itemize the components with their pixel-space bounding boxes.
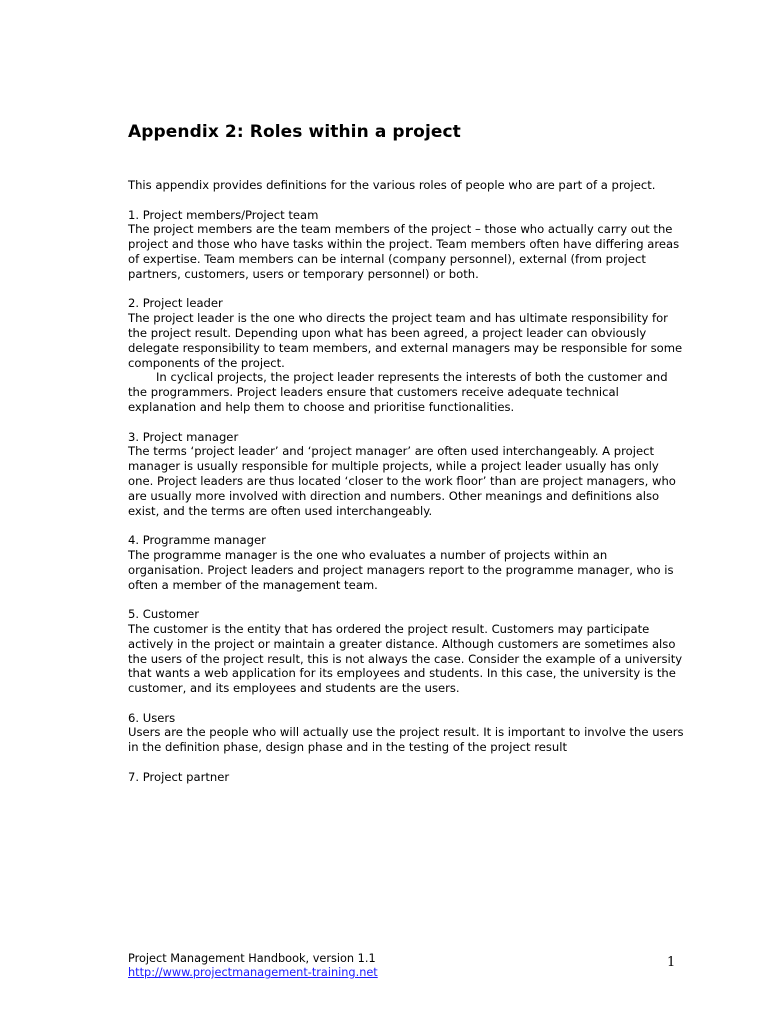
section-heading: 3. Project manager	[128, 429, 239, 444]
section-project-leader	[128, 296, 684, 414]
page-title: Appendix 2: Roles within a project	[128, 122, 461, 142]
section-heading: 6. Users	[128, 710, 176, 725]
section-paragraph: The project leader is the one who directs the project team and has ultimate responsibility for the project result. Depending upon what has been agreed, a project leader can obviously delegate responsibility to team members, and external managers may be responsible for some components of the project.	[128, 311, 683, 370]
section-project-manager	[128, 430, 684, 519]
section-project-members	[128, 208, 684, 282]
section-heading: 5. Customer	[128, 607, 200, 622]
section-programme-manager	[128, 533, 684, 592]
section-heading: 4. Programme manager	[128, 533, 266, 548]
section-project-partner	[128, 770, 684, 785]
document-body	[128, 178, 684, 799]
section-paragraph: The customer is the entity that has ordered the project result. Customers may participate actively in the project or maintain a greater distance. Although customers are sometimes also the users of the project result, this is not always the case. Consider the example of a university that wants a web application for its employees and students. In this case, the university is the customer, and its employees and students are the users.	[128, 621, 683, 696]
section-heading: 7. Project partner	[128, 769, 230, 784]
footer-text: Project Management Handbook, version 1.1	[128, 952, 376, 965]
section-paragraph: In cyclical projects, the project leader represents the interests of both the customer and the programmers. Project leaders ensure that customers receive adequate technical explanation and help them to choose and prioritise functionalities.	[128, 370, 668, 414]
section-paragraph: The terms ‘project leader’ and ‘project manager’ are often used interchangeably. A project manager is usually responsible for multiple projects, while a project leader usually has only one. Project leaders are thus located ‘closer to the work floor’ than are project managers, who are usually more involved with direction and numbers. Other meanings and definitions also exist, and the terms are often used interchangeably.	[128, 444, 676, 518]
section-paragraph: The project members are the team members of the project – those who actually carry out the project and those who have tasks within the project. Team members often have differing areas of expertise. Team members can be internal (company personnel), external (from project partners, customers, users or temporary personnel) or both.	[128, 222, 680, 281]
section-heading: 2. Project leader	[128, 296, 223, 311]
section-paragraph: The programme manager is the one who evaluates a number of projects within an organisation. Project leaders and project managers report to the programme manager, who is often a member of the management team.	[128, 547, 674, 592]
intro-paragraph: This appendix provides definitions for the various roles of people who are part of a project.	[128, 178, 656, 192]
section-users	[128, 711, 684, 755]
page-footer	[128, 952, 378, 980]
section-customer	[128, 607, 684, 696]
section-paragraph: Users are the people who will actually use the project result. It is important to involve the users in the definition phase, design phase and in the testing of the project result	[128, 725, 684, 755]
section-heading: 1. Project members/Project team	[128, 207, 319, 222]
page-number: 1	[667, 955, 676, 970]
footer-link[interactable]: http://www.projectmanagement-training.net	[128, 966, 378, 979]
